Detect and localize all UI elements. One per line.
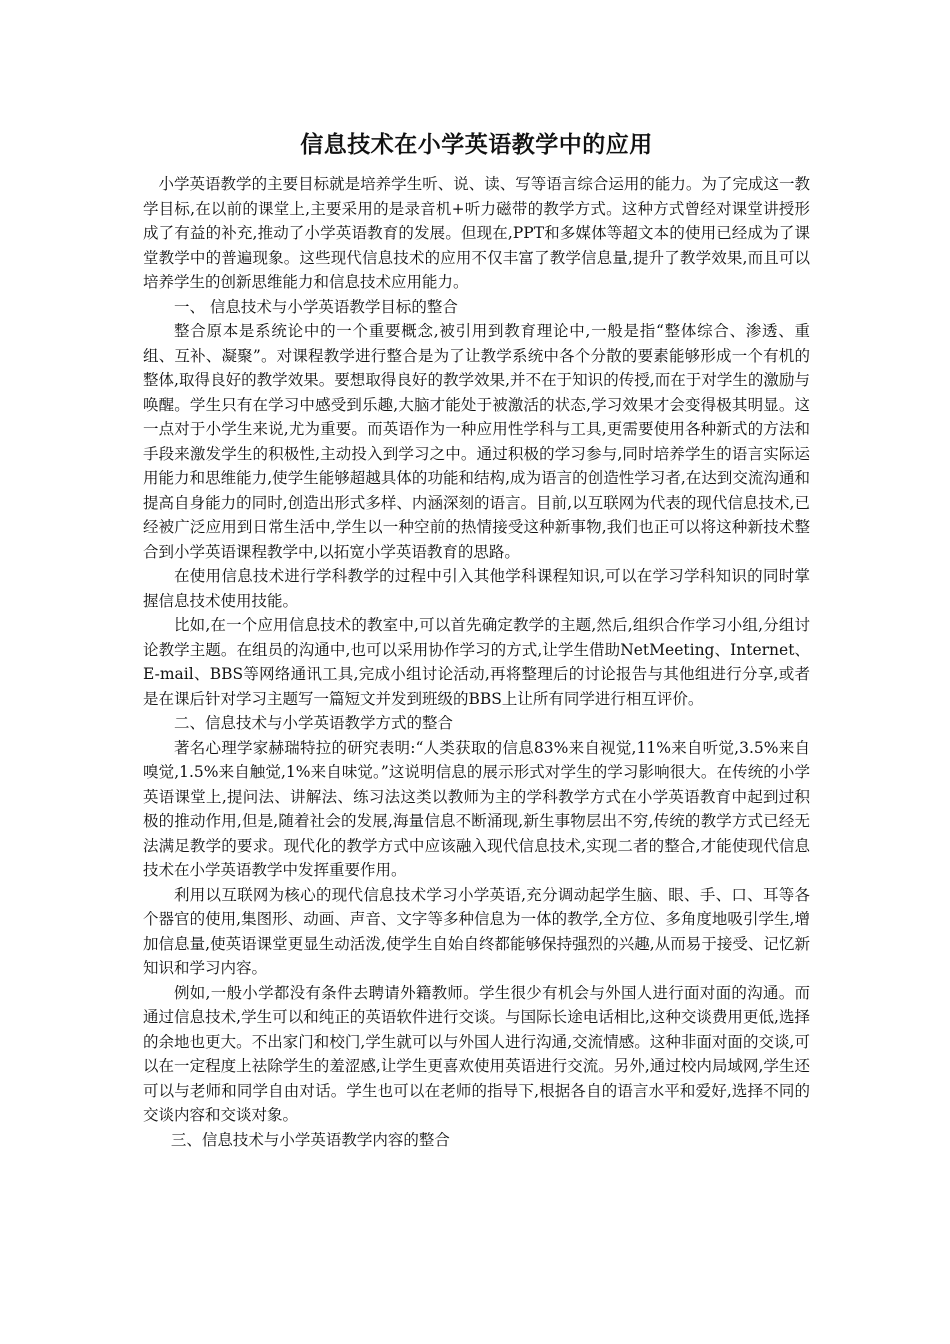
section-3-heading: 三、信息技术与小学英语教学内容的整合 — [170, 1130, 450, 1149]
section-2-paragraph-1: 著名心理学家赫瑞特拉的研究表明:“人类获取的信息83%来自视觉,11%来自听觉,3.5%来自嗅觉,1.5%来自触觉,1%来自味觉。”这说明信息的展示形式对学生的学习影响很大。在传统的小学英语课堂上,提问法、讲解法、练习法这类以教师为主的学科教学方式在小学英语教育中起到过积极的推动作用,但是,随着社会的发展,海量信息不断涌现,新生事物层出不穷,传统的教学方式已经无法满足教学的要求。现代化的教学方式中应该融入现代信息技术,实现二者的整合,才能使现代信息技术在小学英语教学中发挥重要作用。 — [143, 738, 810, 879]
section-2-heading: 二、信息技术与小学英语教学方式的整合 — [174, 714, 454, 732]
section-2-paragraph-2: 利用以互联网为核心的现代信息技术学习小学英语,充分调动起学生脑、眼、手、口、耳等各个器官的使用,集图形、动画、声音、文字等多种信息为一体的教学,全方位、多角度地吸引学生,增加信息量,使英语课堂更显生动活泼,使学生自始自终都能够保持强烈的兴趣,从而易于接受、记忆新知识和学习内容。 — [143, 885, 810, 977]
intro-paragraph: 小学英语教学的主要目标就是培养学生听、说、读、写等语言综合运用的能力。为了完成这一教学目标,在以前的课堂上,主要采用的是录音机+听力磁带的教学方式。这种方式曾经对课堂讲授形成了有益的补充,推动了小学英语教育的发展。但现在,PPT和多媒体等超文本的使用已经成为了课堂教学中的普遍现象。这些现代信息技术的应用不仅丰富了教学信息量,提升了教学效果,而且可以培养学生的创新思维能力和信息技术应用能力。 — [143, 175, 810, 291]
section-1-paragraph-3: 比如,在一个应用信息技术的教室中,可以首先确定教学的主题,然后,组织合作学习小组,分组讨论教学主题。在组员的沟通中,也可以采用协作学习的方式,让学生借助NetMeeting、Internet、E-mail、BBS等网络通讯工具,完成小组讨论活动,再将整理后的讨论报告与其他组进行分享,或者是在课后针对学习主题写一篇短文并发到班级的BBS上让所有同学进行相互评价。 — [143, 616, 810, 708]
document-title: 信息技术在小学英语教学中的应用 — [300, 132, 653, 158]
section-2-paragraph-3: 例如,一般小学都没有条件去聘请外籍教师。学生很少有机会与外国人进行面对面的沟通。而通过信息技术,学生可以和纯正的英语软件进行交谈。与国际长途电话相比,这种交谈费用更低,选择的余地也更大。不出家门和校门,学生就可以与外国人进行沟通,交流情感。这种非面对面的交谈,可以在一定程度上祛除学生的羞涩感,让学生更喜欢使用英语进行交流。另外,通过校内局域网,学生还可以与老师和同学自由对话。学生也可以在老师的指导下,根据各自的语言水平和爱好,选择不同的交谈内容和交谈对象。 — [143, 983, 810, 1124]
document-page — [143, 128, 810, 1152]
section-1-paragraph-1: 整合原本是系统论中的一个重要概念,被引用到教育理论中,一般是指“整体综合、渗透、重组、互补、凝聚”。对课程教学进行整合是为了让教学系统中各个分散的要素能够形成一个有机的整体,取得良好的教学效果。要想取得良好的教学效果,并不在于知识的传授,而在于对学生的激励与唤醒。学生只有在学习中感受到乐趣,大脑才能处于被激活的状态,学习效果才会变得极其明显。这一点对于小学生来说,尤为重要。而英语作为一种应用性学科与工具,更需要使用各种新式的方法和手段来激发学生的积极性,主动投入到学习之中。通过积极的学习参与,同时培养学生的语言实际运用能力和思维能力,使学生能够超越具体的功能和结构,成为语言的创造性学习者,在达到交流沟通和提高自身能力的同时,创造出形式多样、内涵深刻的语言。目前,以互联网为代表的现代信息技术,已经被广泛应用到日常生活中,学生以一种空前的热情接受这种新事物,我们也正可以将这种新技术整合到小学英语课程教学中,以拓宽小学英语教育的思路。 — [143, 322, 810, 561]
section-1-paragraph-2: 在使用信息技术进行学科教学的过程中引入其他学科课程知识,可以在学习学科知识的同时掌握信息技术使用技能。 — [143, 567, 810, 610]
section-1-heading: 一、 信息技术与小学英语教学目标的整合 — [174, 297, 458, 316]
